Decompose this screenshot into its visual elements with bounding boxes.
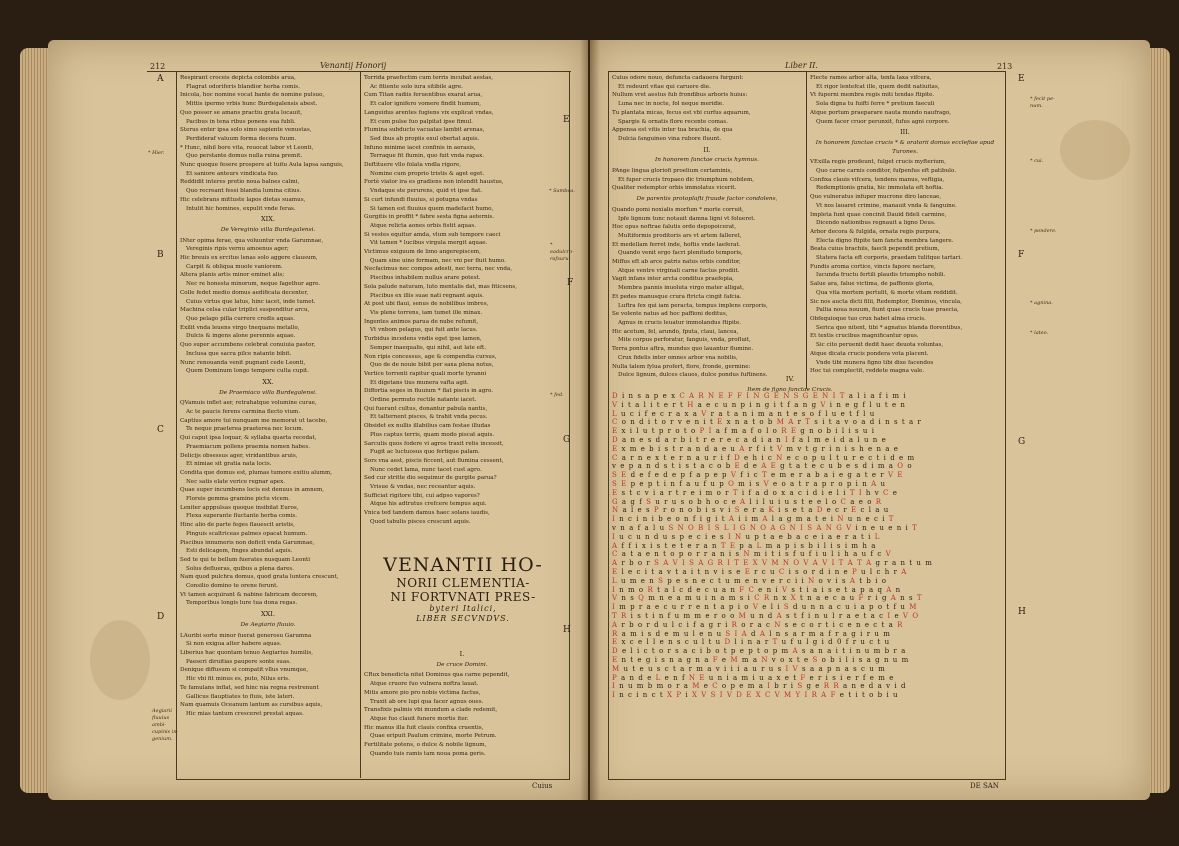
verse-line: Denique diffusum si compatit vllus vnumque, <box>180 667 309 674</box>
verse-line: Esti delicagem, finges abundat aquis. <box>186 548 293 555</box>
verse-line: PAnge lingua gloriofi proelium certaminis, <box>612 168 733 175</box>
verse-line: Mite corpus perforatur, fanguis, vnda, profluit, <box>618 337 751 344</box>
poem-title: De Aegiario fluuio. <box>240 621 296 628</box>
verse-line: Ordine permuto rectile natante iacet. <box>370 397 477 404</box>
verse-line: Nunc cedet lama, nunc tacet cust agro. <box>370 466 482 473</box>
grid-row: P a n d e L e n f N E u n i a m i u a x e t F e r i s i e r f e m e <box>612 673 895 682</box>
verse-line: Nam quod pulchra domus, quod grata luntera crescunt, <box>180 574 339 581</box>
verse-line: Victimus exiguum de limo angerepiscem, <box>364 249 481 256</box>
verse-line: Fundis aroma cortice, vincis fapore nectare, <box>810 263 936 270</box>
right-running-head: Liber II. <box>785 61 818 70</box>
verse-line: Non ripis concessus, age & compendia cursus, <box>364 353 497 360</box>
verse-line: Quando tuis ramis tam noua poma geris. <box>370 750 486 757</box>
verse-line: Fertilitate potens, o dulce & nobile lignum, <box>364 742 487 749</box>
verse-line: Quando pomi noxialis morfum * morte corruit, <box>612 206 744 213</box>
poem-number: XXI. <box>261 610 275 619</box>
verse-line: Atque dicata crucis pondera vota placent. <box>810 350 929 357</box>
verse-line: Nunc renouanda venit pugnant cede Leonti, <box>180 359 306 366</box>
verse-line: Floreis gemma gramine pictu vicem. <box>186 496 291 503</box>
verse-line: Turbidus incedens vndis eget ipse lamen, <box>364 336 482 343</box>
verse-line: Vis plene torrens, iam tumet ille minax. <box>370 309 483 316</box>
grid-row: E x i l u t p r o t o P I a f m a f o l o R E g n o b i l i s u i <box>612 427 876 436</box>
verse-line: Sic nos aucta dicti filii, Redemptor, Dominus, vincula, <box>810 298 962 305</box>
verse-line: Quo super accumbens celebrat conuiuia pastor, <box>180 342 316 349</box>
verse-line: Infuno minime iacet confinis in aerasis, <box>364 144 476 151</box>
verse-line: Terraque fit flumin, quo fuit vnda rapax. <box>370 153 485 160</box>
verse-line: Quo pelago pilla currere credis aquas. <box>186 315 295 322</box>
verse-line: Electa digno ftipite tam fancta membra tangere. <box>816 237 954 244</box>
verse-line: Reddidit interes pretio noua balnes calmi, <box>180 179 300 186</box>
margin-letter: G <box>1018 437 1026 447</box>
verse-line: Hic acetum, fel, arundo, fputa, claui, lancea, <box>612 328 739 335</box>
left-column-2-bottom <box>364 648 560 778</box>
verse-line: Traxit ab ore lupi qua facer agnus oues. <box>370 698 484 705</box>
verse-line: Quem facer cruor perunxit, fufus agni corpore. <box>816 118 950 125</box>
grid-row: E x m e b i s t r a n d a e u A r f i t V m v t g r i n i s h e n a e <box>612 444 899 453</box>
verse-line: Inicola, hoc nomine vocat bante de nomine pulsuo, <box>180 92 325 99</box>
margin-letter: F <box>1018 250 1025 260</box>
margin-gloss: * eadulcro- rafsuru. <box>550 242 574 262</box>
verse-line: Vt fuperni membra regis miti tendas ftipite. <box>810 92 935 99</box>
verse-line: Delicijs obsessus ager, viridantibus aruis, <box>180 452 298 459</box>
verse-line: Et rigor lentefcat ille, quem dedit natiuitas, <box>816 83 940 90</box>
left-column-1 <box>180 74 356 774</box>
verse-line: Hic mias tantum cresceret prestat aquas. <box>186 710 304 717</box>
verse-line: Deftituere vllo folata vndla rigore, <box>364 162 462 169</box>
verse-line: Si non exigua alter habere aquas. <box>186 641 282 648</box>
verse-line: Paeseri diruitias paupere sonte suas. <box>186 658 291 665</box>
verse-line: Si vestes equitur amda, vlum sub tempore caeci <box>364 231 501 238</box>
margin-letter: D <box>157 612 165 622</box>
grid-row: D e l i c t o r s a c i b o t p e p t o p m A s a n a i t i n u m b r a <box>612 647 907 656</box>
margin-gloss: * agnina. <box>1030 300 1053 306</box>
verse-line: Vereginis ripis vernu amoenus ager; <box>186 246 289 253</box>
verse-line: * Hunc, nihil bore vita, reuocat labor vt Leonti, <box>180 144 314 151</box>
verse-line: Hoc opus noftrae falutis ordo depopoicerat, <box>612 224 737 231</box>
left-column-rule <box>360 71 361 778</box>
verse-line: Qui caput ipsa loquar, & syllaba quarta recedat, <box>180 435 317 442</box>
verse-line: Et talternent pisces, & trahit vnda pecus. <box>370 414 488 421</box>
grid-row: N a l e s P r o n o b i s v i S e r a K i s e t a D e c r E c l a u <box>612 506 890 515</box>
grid-row: E n t e g i s n a g n a F e M m a N v o x t e S o b i l i s a g n u m <box>612 655 910 664</box>
left-column-2 <box>364 74 560 534</box>
verse-line: Et saniore anteurs vindicata fuo. <box>186 170 279 177</box>
verse-line: Cum Titan radiis feruentibus exarat arua, <box>364 92 483 99</box>
grid-row: L u m e n S p e s n e c t u m e n v e r c i i N o v i s A t b i o <box>612 576 888 585</box>
verse-line: Sufficiat rigitore tibi, cui adpso vapores? <box>364 492 480 499</box>
margin-letter: G <box>563 435 571 445</box>
verse-line: Vndaque ste perurens, quid vt ipse fiat. <box>370 188 483 195</box>
verse-line: Nullum vret aestus fub frondibus arboris huius: <box>612 92 748 99</box>
verse-line: Consilio domino te orene ferunt. <box>186 583 279 590</box>
verse-line: Appensa est vitis inter tua brachia, de qua <box>612 127 733 134</box>
verse-line: Atque fuo clauit funere mortis iter. <box>370 715 469 722</box>
verse-line: Te famulans inflat, sed hinc nia regna restrenunt <box>180 684 319 691</box>
margin-letter: H <box>563 625 571 635</box>
verse-line: Flagrat odoriferis blandior herba comis. <box>186 83 300 90</box>
verse-line: Vertice torrenti rapitur quali morte tyranni <box>364 370 487 377</box>
verse-line: Piscibus inhabilem nullus arare potest. <box>370 275 481 282</box>
book-number: LIBER SECVNDVS. <box>416 614 510 623</box>
verse-line: Qua vita mortem pertulit, & morte vitam reddidit. <box>816 289 958 296</box>
grid-row: R a m i s d e m u l e n u S I A d A l n s a r m a f r a g i r u m <box>612 629 891 638</box>
verse-line: Miffus eft ab arce patris natus orbis conditor, <box>612 259 741 266</box>
verse-line: Qui fuerant cultus, donantur pabula nantis, <box>364 405 488 412</box>
verse-line: Et fuper crucis tropaeo dic triumphum nobilem, <box>618 176 755 183</box>
grid-row: G a g f S u r u s o b h o c e A l i l u i u s t e e l o C a e o R <box>612 497 883 506</box>
verse-line: Salue ara, falue victima, de paffionis gloria, <box>810 281 934 288</box>
poem-number: I. <box>459 650 465 658</box>
verse-line: Terra pontus aftra, mundus quo lauantur flumine. <box>612 346 754 353</box>
verse-line: Mittis ipermo vrbis hunc Burdegalensis abest. <box>186 101 318 108</box>
verse-line: Hinc alio de parte feges flauescit aristis, <box>180 522 295 529</box>
margin-letter: C <box>157 425 164 435</box>
verse-line: Flecte ramos arbor alta, tenfa laxa vifcera, <box>810 75 932 81</box>
catchword: DE SAN <box>970 782 999 790</box>
verse-line: Fugit ac luctuosus quo fertique palam. <box>370 449 480 456</box>
verse-line: Qualiter redemptor orbis immolatus vicerit. <box>612 185 737 192</box>
verse-line: Sarculis quos fodere vi agros traxit retis incessit, <box>364 440 504 447</box>
verse-line: Et calor ignifero vomere findit humum, <box>370 101 481 108</box>
verse-line: Hic breuis ex ercitus lenas solo aggere clausum, <box>180 255 318 262</box>
verse-line: Sola digna tu fuifti ferre * pretium faeculi <box>816 101 935 108</box>
margin-gloss: * Sambea. <box>549 188 575 194</box>
verse-line: Nec re honesta minorum, neque fagethur agre. <box>186 281 321 288</box>
verse-line: Hic celebrans mittuste lapos dietas suamus, <box>180 196 306 203</box>
verse-line: Quo de de nouie bibit per saxa plena notus, <box>370 362 494 369</box>
grid-row: E x c e l l e n s c u l t u D l i n a r T u f u l g i d 0 f r u c t u <box>612 638 891 647</box>
verse-line: Ipfe lignum tunc notauit damna ligni vt folueret. <box>618 215 756 222</box>
verse-line: Respirant croceis depicta colombis arua, <box>180 75 296 81</box>
paper-stain <box>90 620 150 700</box>
grid-row: A f f i x i s t e t e r a n T E p a L m a p i s b i l i s i m h a <box>612 541 877 550</box>
poem-number: II. <box>703 145 711 154</box>
grid-row: C a t a e n t o p o r r a n i s N m i t i s f u f i u l i h a u f c V <box>612 550 892 559</box>
verse-line: Fortè viator ira es gradiens non intendit haustus, <box>364 179 504 186</box>
title-line: VENANTII HO- <box>383 554 543 576</box>
verse-line: Beata cuius brachiis, faecli pependit pretium, <box>810 246 940 253</box>
verse-line: Praemiacum pollens praemia nomen habes. <box>186 443 310 450</box>
verse-line: Carpit & obliqua muole vaniorem. <box>186 263 283 270</box>
verse-line: Plus captus terris, quam modo piscat aquis. <box>370 431 495 438</box>
left-page-edges <box>20 48 50 793</box>
margin-letter: F <box>567 278 574 288</box>
paper-stain <box>1060 120 1130 180</box>
verse-line: Perdideraf valuum forma decora fuum. <box>186 135 297 142</box>
verse-line: Nunc quoque fesere prospere at tuitu Aula lapsa sanguis, <box>180 162 344 169</box>
verse-line: Et medellam ferret inde, hoftis vnde laeferat. <box>612 241 741 248</box>
verse-line: Ingentes animos parua de nube refumit, <box>364 318 479 325</box>
right-column-rule <box>806 71 807 389</box>
verse-line: Et pedes manusque crura ftricta cingit fafcia. <box>612 293 742 300</box>
verse-line: Nulla talem fylua profert, flore, fronde, germine: <box>612 363 751 370</box>
verse-line: Gurgitis in proffit * fabre sesta figna aeternis. <box>364 214 495 221</box>
verse-line: Membra pannis inuoluta virgo mater alligat, <box>618 285 745 292</box>
verse-line: Confixa clauis vifcera, tendens manus, veftigia, <box>810 176 945 183</box>
verse-line: Nam quamuis Oceanum lantum as cursibus aquis, <box>180 702 323 709</box>
grid-row: M u t e u s c t a r m a v i i i a u r u s I V s a a p n a s c u m <box>612 664 886 673</box>
verse-line: Iucunda fructu fertili plaudis triumpho nobili. <box>816 272 946 279</box>
verse-line: Atque portum praeparare nauta mundo naufrago, <box>810 109 952 116</box>
verse-line: Si curt infundi fluuius, si potugna vndas <box>364 196 478 203</box>
poem-title: In honorem fanctae crucis * & oratorii domus ecclefiae apud Turones. <box>815 139 995 155</box>
verse-line: Arbor decora & fulgida, ornata regis purpura, <box>810 228 941 235</box>
verse-line: Et nimiae sit gratia nata locis. <box>186 461 272 468</box>
poem-title: De parentis protoplafti fraude factor condolens, <box>636 196 778 203</box>
grid-row: I n u m b m o r a M e C o p e m a I b r i S g e R R a n e d a v i d <box>612 682 907 691</box>
verse-line: Sterus enter ipsa solo simo sapiente venustas, <box>180 127 312 134</box>
verse-line: Quod tabulis pisces crescunt aquis. <box>370 518 471 525</box>
margin-gloss: * fecit pe- num. <box>1030 96 1055 109</box>
verse-line: Exilit vnda leuens virgo tnequans metallo, <box>180 324 300 331</box>
catchword: Cuius <box>532 782 553 790</box>
margin-gloss: * fed. <box>550 392 564 398</box>
grid-row: C o n d i t o r v e n i t E x n a t o b M A r T s i t a v o a d i n s t a r <box>612 418 922 427</box>
poem-title: De Praemiaco villa Burdegalensi. <box>219 389 317 396</box>
verse-line: Obsidet ex nullis illabilius cam festae illudas <box>364 423 491 430</box>
verse-line: Dicendo nationibus regnauit a ligno Deus. <box>816 220 936 227</box>
verse-line: Sed te qui te bellum fuerates nusquam Leonti <box>180 556 310 563</box>
verse-line: Languidus arentes fugiens vix explicat vndas, <box>364 109 494 116</box>
grid-row: A r b o r S A V I S A G R I T E X V M N O V A V I T A T A g r a n t u m <box>612 559 933 568</box>
verse-line: Quo recreant fessi blandia lumina citius. <box>186 188 302 195</box>
poem-number: III. <box>900 128 910 137</box>
verse-line: Quo perstante domus nulla ruina premit. <box>186 153 303 160</box>
verse-line: Piscibus innumeris non deficit vnda Garumnae, <box>180 539 315 546</box>
verse-line: At post ubi flaui, senus de nobilibus imbres, <box>364 301 489 308</box>
verse-line: Sericа quo nitent, tibi * agnatus blanda florentibus, <box>816 324 963 331</box>
verse-line: Ac fitiente solo iura sitibile agre. <box>370 83 463 90</box>
verse-line: Pacibus in tena ribus ponens sua fubli. <box>186 118 296 125</box>
figured-poem-grid <box>612 392 992 772</box>
margin-letter: H <box>1018 607 1026 617</box>
right-column-1 <box>612 74 802 386</box>
verse-line: Quae super incumbens locis est denuus in amnem, <box>180 487 325 494</box>
verse-line: Diffortia seges in fluuium * flat piscis in agro. <box>364 388 494 395</box>
verse-line: Vnica ted tandem damus haec solans iaudis, <box>364 510 490 517</box>
grid-row: S E p e p t i n f a u f u p O m i s V e o a t r a p r o p i n A u <box>612 479 887 488</box>
verse-line: Pinguis scaltriceas palmes opacat humum. <box>186 530 307 537</box>
verse-line: Obfequioque tuo crux habet alma crucis. <box>810 315 926 322</box>
margin-letter: E <box>563 115 570 125</box>
verse-line: Temporibus longis lure tua dona regas. <box>186 600 298 607</box>
verse-line: Et textis crucibus magnificantur opus. <box>810 333 919 340</box>
verse-line: Intulit hic homines, expulit vnde feras. <box>186 205 296 212</box>
title-line: NORII CLEMENTIA- <box>396 576 530 590</box>
grid-row: I n c i n i b e o n f i g i t A i i m A l a g m a t e i N u n e c i T <box>612 515 895 524</box>
verse-line: Multiformis proditoris ars vt artem falleret, <box>618 232 742 239</box>
margin-gloss: * lateo. <box>1030 330 1049 336</box>
grid-row: V i t a l i t e r t H a e c u n p i n g i t f a n g V i n e g f l u t e n <box>612 400 906 409</box>
title-line: NI FORTVNATI PRES- <box>390 590 536 604</box>
verse-line: Et digetans tius munera vafta agit. <box>370 379 469 386</box>
margin-gloss: * Hier. <box>148 150 165 156</box>
section-heading: Item de figno fanctae Crucis. <box>747 387 833 393</box>
verse-line: Quae eripuit Paulum crimine, morte Petrum. <box>370 733 497 740</box>
verse-line: Agnus in crucis leuatur immolandus ftipite. <box>618 319 742 326</box>
margin-letter: B <box>157 250 164 260</box>
verse-line: Hoc tui complectit, reddete magna vale. <box>810 368 925 375</box>
verse-line: Quo vulneratus infuper mucrone diro lanceae, <box>810 194 942 201</box>
grid-row: I n c i n c t X P i X V S I V D E X C V M Y I R A F e t i t o b i u <box>612 691 899 700</box>
poem-number: XIX. <box>261 215 275 224</box>
verse-line: INter opima ferae, qua voluuntur vnda Garumnae, <box>180 237 324 244</box>
verse-line: Liberius hac quontam tenuo Aegiarius humilis, <box>180 650 313 656</box>
verse-line: Te neque praeterea praeterea nec locum. <box>186 426 304 433</box>
verse-line: Vt vnbom pelagus, qui fuit ante lacus. <box>370 327 478 334</box>
left-page-number: 212 <box>150 62 166 71</box>
verse-line: Sola palude naturam, luto mentalis dat, mas fiticsens, <box>364 283 517 290</box>
margin-gloss: * cui. <box>1030 158 1044 164</box>
verse-line: Nec satis elate verice regnar apex. <box>186 478 286 485</box>
verse-line: Leniter apppulsas quoque insibilat Euros, <box>180 504 299 511</box>
verse-line: Quo posser se amans practiu grata locauit, <box>180 109 303 116</box>
verse-line: Colle fedet medio domus aedificata decenter, <box>180 289 309 296</box>
verse-line: Et redeunt vitae qui caruere die. <box>618 83 711 90</box>
verse-line: Transfixis palmis vbi mundum a clade redemit, <box>364 707 498 714</box>
verse-line: Et cum pulse fuo palpitat ipse fimul. <box>370 118 473 125</box>
grid-row: I u c u n d u s p e c i e s I N u p t a e b a c e i a e r a t i L <box>612 532 881 541</box>
verse-line: Dulcia fanguineo vina rubore fluunt. <box>618 135 722 142</box>
section-heading: IV. <box>785 375 795 383</box>
verse-line: Sors vna aest, piscis ficcent, aut flumina cessent, <box>364 457 504 464</box>
margin-letter: E <box>1018 74 1025 84</box>
verse-line: Dulcis & ingens alone perennis aquae. <box>186 333 296 340</box>
verse-line: Altera planis artis minor eminet alis; <box>180 272 285 279</box>
verse-line: Semper inaequalis, qui nihil, aut late eft. <box>370 344 487 351</box>
verse-line: VExilla regis prodeunt, fulget crucis myfterium, <box>810 159 946 166</box>
verse-line: Atque cruore fuo vulnera noftra lauat. <box>370 681 479 688</box>
verse-line: Vagit infans inter arcta conditus praefepia, <box>612 276 734 283</box>
verse-line: Si tamen est fluuius quem madefacit humo, <box>370 205 494 212</box>
verse-line: Flexa superante fluctante herba comis. <box>186 513 298 520</box>
grid-row: E l e c i t a v t a i t n v i s e E r c u C i s o r d i n e P u l c h r A <box>612 567 908 576</box>
grid-row: L u c i f e c r a x a V r a t a n i m a n t e s o f l u e t f l u <box>612 409 876 418</box>
grid-row: A r b o r d u l c i f a g r i R o r a c N s e c o r t i c e n e c t a R <box>612 620 904 629</box>
book-gutter <box>580 40 600 800</box>
left-running-head: Venantij Honorij <box>320 61 387 70</box>
verse-line: CRux benedicta nitet Dominus qua carne pependit, <box>364 672 510 679</box>
verse-line: Quam sine uino formam, nec vni per fluit humo. <box>370 257 506 264</box>
grid-row: T R i s t i n f u m m e r o o M u n d A s t f i n u l r a e t a c I e V O <box>612 611 920 620</box>
right-page-edges <box>1148 48 1170 793</box>
poem-title: De Vereginio villa Burdegalensi. <box>220 226 316 233</box>
verse-line: Quando venit ergo facri plenitudo temporis, <box>618 250 743 257</box>
verse-line: Vt tamen acquirant & nabine fabricam decorem, <box>180 591 318 598</box>
verse-line: Hic manus illa fuit clauis confixa cruentis, <box>364 724 484 731</box>
verse-line: Crux fidelis inter omnes arbor vna nobilis, <box>618 354 738 361</box>
grid-row: D a n e s d a r b i t r e r e c a d i a n I f a l m e i d a l u n e <box>612 435 887 444</box>
poem-number: XX. <box>262 377 274 386</box>
verse-line: Atque his adtrutus crefcere tempus aqui. <box>370 501 487 508</box>
grid-row: C a r n e x t e r n a u r i f D e h i c N e c o p u l t u r e c t i d e m <box>612 453 916 462</box>
grid-row: v n a f a l u S N O B I S L I G N O A G N I S A N G V i n e u e n i T <box>612 523 918 532</box>
verse-line: Piscibus ex illis suae nati regnant aquis. <box>370 292 484 299</box>
verse-line: Atque relicta aones orbis fistit aquas. <box>370 222 477 229</box>
poem-title: De cruce Domini. <box>436 661 488 668</box>
verse-line: Pallia noua nouum, fiunt quae crucis tuae praecia, <box>816 307 959 314</box>
verse-line: Necfacimus nec compos adesti, nec terra, nec vnda, <box>364 266 513 273</box>
grid-row: D i n s a p e x C A R N E F F I N G E N S G E N I T a l i a f i m i <box>612 392 907 400</box>
verse-line: Luna nec in nocte, fol neque meridie. <box>618 101 724 108</box>
verse-line: Solus deflueras, quibus a plena dares. <box>186 565 295 572</box>
verse-line: Spargis & ornatis flore recente comas. <box>618 118 728 125</box>
grid-row: E s t c v i a r t r e i m o r T i f a d o x a c i d i e l i T I h v C e <box>612 488 898 497</box>
title-line: byteri Italici, <box>429 604 497 613</box>
verse-line: Sic cito peruenit dedit haec deuota voluntas, <box>816 342 944 349</box>
verse-line: Hic vbi fit minus es, puto, Nilus eris. <box>186 676 290 683</box>
verse-line: Inclusa que sacra pilce natante bibit. <box>186 350 292 357</box>
verse-line: Mitis amore pio pro nobis victima factus, <box>364 689 481 696</box>
verse-line: Vt nos lauaret crimine, manauit vnda & fanguine. <box>816 202 957 209</box>
grid-row: V n s Q m n e a m u i n a m s i C R n x X t n a e c a u F r i g A n s T <box>612 594 923 603</box>
verse-line: Se volente natus ad hoc paffioni deditus, <box>612 311 728 318</box>
verse-line: Nomine cum proprio tristis & aget eget. <box>370 170 485 177</box>
verse-line: Quem Dominum longo tempore culta cupit. <box>186 368 309 375</box>
verse-line: Vit tamen * lucibus virgula mergit aquae. <box>370 240 488 247</box>
verse-line: Impleta funt quae concinit Dauid fideli carmine, <box>810 211 947 218</box>
verse-line: Dulce lignum, dulces clauos, dulce pondus fuftinens. <box>618 372 768 379</box>
verse-line: Ac te paucis ferens carmina flecto vium. <box>186 409 301 416</box>
grid-row: S E d e f e d e p f a p e p V f i c T e m e r a b a i e g a t e r V E <box>612 471 904 480</box>
verse-line: Atque ventre virginali carne factus prodiit. <box>618 267 740 274</box>
verse-line: Flumina subducto vacuatas lambit arenas, <box>364 127 485 134</box>
poem-title: In honorem fanctae crucis hymnus. <box>655 157 759 164</box>
verse-line: Quo carne carnis conditor, fufpenfus eft patibulo. <box>816 168 956 175</box>
right-column-2 <box>810 74 1000 386</box>
verse-line: Cuius virtus que latus, hinc iacet, inde tumet. <box>186 298 316 305</box>
verse-line: Vrisue & vndas, nec receantur aquis. <box>370 484 476 491</box>
right-page-number: 213 <box>997 62 1013 71</box>
verse-line: Cuius odore nouo, defuncta cadauera furgunt: <box>612 75 744 81</box>
verse-line: Tu plantata micas, fecus est vbi curfus aquarum, <box>612 109 751 116</box>
verse-line: QVamuis inflet aer, retrahatque volumine curae, <box>180 400 317 407</box>
verse-line: Redemptionis gratia, hic immolata eft hoftia. <box>816 185 944 192</box>
verse-line: Captius amore tui nunquam me memorat ut tacebo, <box>180 417 328 424</box>
grid-row: I m p r a e c u r r e n t a p i o V e l i S d u n n a c u i a p o t f u M <box>612 603 918 612</box>
verse-line: Luftra fex qui iam peracta, tempus implens corporis, <box>618 302 768 309</box>
book-title-block <box>363 555 563 624</box>
verse-line: Sed cur stritte dio sequimur de gurgite parua? <box>364 475 497 482</box>
margin-gloss: Aegiarii fluuius ambi- cupinis in- genium. <box>152 708 179 742</box>
verse-line: LAuribi sorte minor fuerat generosu Garumna <box>180 632 312 639</box>
verse-line: Machina celsa cular triplici suspenditur arcu, <box>180 307 310 314</box>
margin-gloss: * pondere. <box>1030 228 1057 234</box>
verse-line: Sed ibus ab propiis exul obertat aquis. <box>370 135 480 142</box>
verse-line: Condita que domus est, plumas tumore exitiu alumm, <box>180 469 333 476</box>
verse-line: Statera facta eft corporis, praedam tulitque tartari. <box>816 255 963 262</box>
margin-letter: A <box>157 74 164 84</box>
grid-row: v e p a n d s t i s t a c o b E d e A E g t a t e c u b e s d i m a O o <box>612 462 913 471</box>
verse-line: Torrida praefectim cum terris incubat aestas, <box>364 75 494 81</box>
verse-line: Gallicus flauptiates to fluis, iste lateri. <box>186 693 295 700</box>
verse-line: Vnde tibi munera figno tibi dixe facendos <box>816 359 934 366</box>
grid-row: I n m o R t a l c d e c u a n F C e n i V s t i a i s e t a p a q A n <box>612 585 902 594</box>
